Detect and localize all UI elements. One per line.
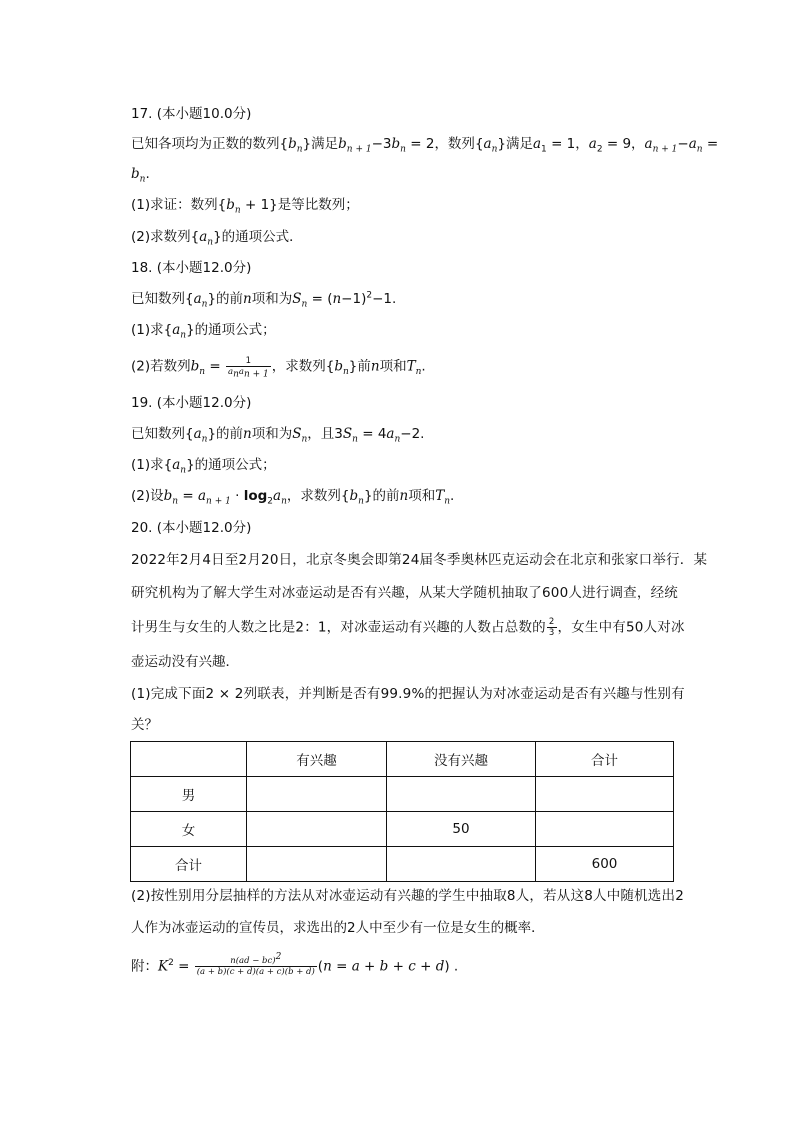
table-header-cell — [131, 742, 247, 777]
q20-part2-line1: (2)按性别用分层抽样的方法从对冰壶运动有兴趣的学生中抽取8人，若从这8人中随机选出2 — [131, 888, 684, 904]
table-cell: 合计 — [131, 847, 247, 882]
q17-stem: 已知各项均为正数的数列$\{b_n\}$满足$b_{n + 1}-3b_n = 2$，数列$\{a_n\}$满足$a_1 = 1$，$a_2 = 9$，$a_{n + 1}-a_n$ = — [131, 136, 719, 155]
fraction-two-thirds: $\frac{2}{3}$ — [548, 617, 555, 638]
q17-part1: (1)求证：数列$\{b_n + 1\}$是等比数列； — [131, 197, 359, 216]
table-cell — [247, 847, 387, 882]
q17-header: 17. (本小题10.0分) — [131, 106, 252, 122]
q20-stem-line1: 2022年2月4日至2月20日，北京冬奥会即第24届冬季奥林匹克运动会在北京和张家口举行．某 — [131, 552, 708, 568]
table-cell: 男 — [131, 777, 247, 812]
q20-stem-line3: 计男生与女生的人数之比是2：1，对冰壶运动有兴趣的人数占总数的 $\frac{2}{3}$ ，女生中有50人对冰 — [131, 617, 685, 638]
table-cell — [536, 777, 674, 812]
q18-header: 18. (本小题12.0分) — [131, 260, 252, 276]
q20-stem-line2: 研究机构为了解大学生对冰壶运动是否有兴趣，从某大学随机抽取了600人进行调查，经统 — [131, 585, 678, 601]
q20-stem-line4: 壶运动没有兴趣． — [131, 654, 239, 670]
table-header-row — [131, 742, 674, 777]
table-cell — [387, 777, 536, 812]
q20-part2-line2: 人作为冰壶运动的宣传员，求选出的2人中至少有一位是女生的概率． — [131, 920, 545, 936]
table-cell — [247, 777, 387, 812]
table-row — [131, 777, 674, 812]
q17-stem-cont: $b_n$. — [131, 166, 150, 185]
table-header-cell: 合计 — [536, 742, 674, 777]
q18-part1: (1)求$\{a_n\}$的通项公式； — [131, 322, 276, 341]
q20-header: 20. (本小题12.0分) — [131, 520, 252, 536]
table-cell: 600 — [536, 847, 674, 882]
q19-part1: (1)求$\{a_n\}$的通项公式； — [131, 457, 276, 476]
table-cell — [536, 812, 674, 847]
q20-part1-line1: (1)完成下面2 × 2列联表，并判断是否有99.9%的把握认为对冰壶运动是否有兴趣与性别有 — [131, 686, 685, 702]
table-row — [131, 847, 674, 882]
fraction-k-squared: $\frac{n(ad - bc)^2}{(a + b)(c + d)(a + c)(b + d)}$ — [196, 952, 315, 977]
contingency-table — [130, 741, 674, 882]
table-cell: 女 — [131, 812, 247, 847]
table-cell — [387, 847, 536, 882]
q18-stem: 已知数列$\{a_n\}$的前n项和为$S_n = (n-1)^2-1$. — [131, 290, 397, 310]
table-header-cell: 有兴趣 — [247, 742, 387, 777]
q20-appendix: 附：$K^2$ = $\frac{n(ad - bc)^2}{(a + b)(c + d)(a + c)(b + d)}$ (n = a + b + c + d) . — [131, 952, 459, 977]
table-header-cell: 没有兴趣 — [387, 742, 536, 777]
q17-part2: (2)求数列$\{a_n\}$的通项公式． — [131, 229, 303, 248]
table-cell: 50 — [387, 812, 536, 847]
q19-part2: (2)设$b_n = a_{n + 1} \cdot \log_2a_n$，求数列$\{b_n\}$的前n项和$T_n$. — [131, 488, 455, 507]
table-cell — [247, 812, 387, 847]
q20-part1-line2: 关？ — [131, 717, 158, 733]
table-row — [131, 812, 674, 847]
q19-stem: 已知数列$\{a_n\}$的前n项和为$S_n$，且$3S_n = 4a_n-2$. — [131, 426, 425, 445]
q19-header: 19. (本小题12.0分) — [131, 395, 252, 411]
q18-part2: (2)若数列$b_n$ = $\frac{1}{a_na_{n + 1}}$ ，求数列$\{b_n\}$前n项和$T_n$. — [131, 356, 426, 380]
fraction-bn: $\frac{1}{a_na_{n + 1}}$ — [227, 356, 269, 380]
